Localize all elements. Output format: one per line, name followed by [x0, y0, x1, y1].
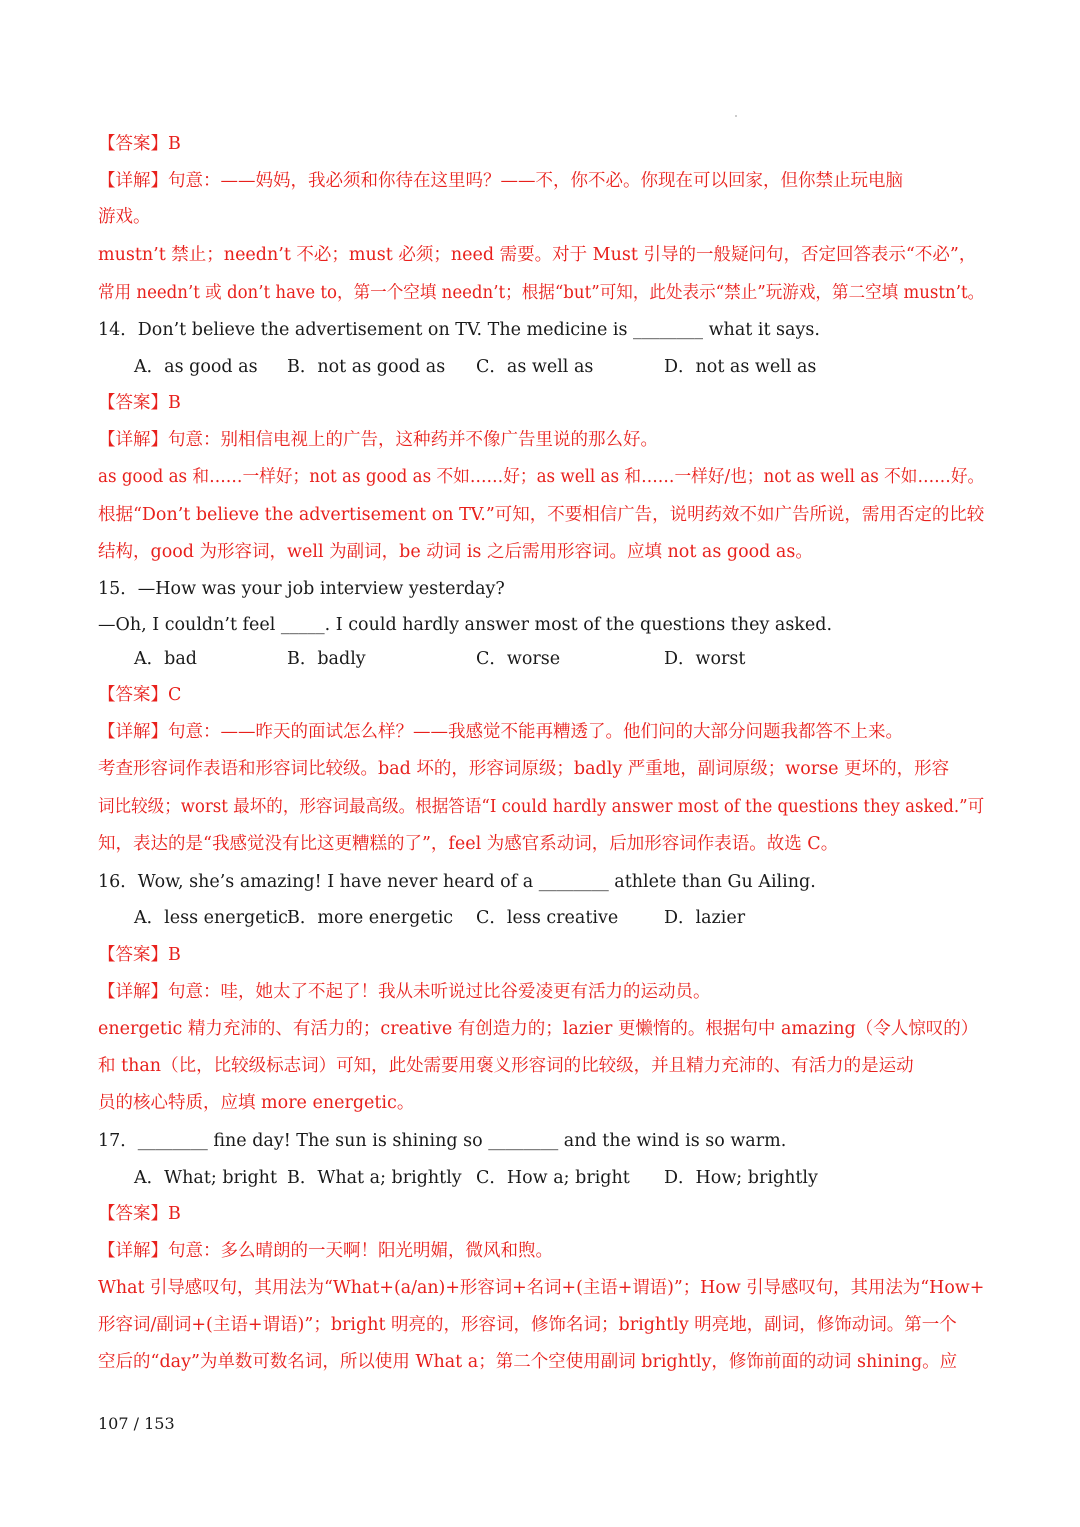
- page-number: 107 / 153: [98, 1414, 175, 1433]
- question-14: 14．Don’t believe the advertisement on TV. The medicine is ________ what it says.: [98, 320, 820, 340]
- detail-17-line-1: 【详解】句意：多么晴朗的一天啊！阳光明媚，微风和煦。: [98, 1241, 553, 1261]
- question-17: 17．________ fine day! The sun is shining so ________ and the wind is so warm.: [98, 1131, 787, 1151]
- answer-14: 【答案】B: [98, 393, 181, 413]
- q17-option-b: B．What a; brightly: [287, 1168, 462, 1188]
- q16-option-a: A．less energetic: [134, 908, 288, 928]
- detail-15-line-4: 知，表达的是“我感觉没有比这更糟糕的了”，feel 为感官系动词，后加形容词作表语。故选 C。: [98, 834, 839, 854]
- detail-16-line-2: energetic 精力充沛的、有活力的；creative 有创造力的；lazier 更懒惰的。根据句中 amazing（令人惊叹的）: [98, 1019, 979, 1039]
- q15-option-d: D．worst: [664, 649, 746, 669]
- detail-16-line-1: 【详解】句意：哇，她太了不起了！我从未听说过比谷爱凌更有活力的运动员。: [98, 982, 711, 1002]
- q15-option-a: A．bad: [134, 649, 197, 669]
- detail-17-line-2: What 引导感叹句，其用法为“What+(a/an)+形容词+名词+(主语+谓语)”；How 引导感叹句，其用法为“How+: [98, 1278, 985, 1298]
- answer-16: 【答案】B: [98, 945, 181, 965]
- detail-16-line-3: 和 than（比，比较级标志词）可知，此处需要用褒义形容词的比较级，并且精力充沛的、有活力的是运动: [98, 1056, 914, 1076]
- q17-option-c: C．How a; bright: [476, 1168, 630, 1188]
- detail-14-line-4: 结构，good 为形容词，well 为副词，be 动词 is 之后需用形容词。应填 not as good as。: [98, 542, 813, 562]
- question-16: 16．Wow, she’s amazing! I have never heard of a ________ athlete than Gu Ailing.: [98, 872, 816, 892]
- detail-13-line-2: 游戏。: [98, 207, 151, 227]
- detail-15-line-3: 词比较级；worst 最坏的，形容词最高级。根据答语“I could hardly answer most of the questions they asked.”可: [98, 797, 985, 817]
- detail-17-line-3: 形容词/副词+(主语+谓语)”；bright 明亮的，形容词，修饰名词；brightly 明亮地，副词，修饰动词。第一个: [98, 1315, 957, 1335]
- detail-14-line-3: 根据“Don’t believe the advertisement on TV.”可知，不要相信广告，说明药效不如广告所说，需用否定的比较: [98, 505, 985, 525]
- q14-option-d: D．not as well as: [664, 357, 817, 377]
- detail-16-line-4: 员的核心特质，应填 more energetic。: [98, 1093, 415, 1113]
- q15-option-b: B．badly: [287, 649, 366, 669]
- q17-option-d: D．How; brightly: [664, 1168, 818, 1188]
- detail-13-line-4: 常用 needn’t 或 don’t have to，第一个空填 needn’t；根据“but”可知，此处表示“禁止”玩游戏，第二空填 mustn’t。: [98, 283, 985, 303]
- detail-17-line-4: 空后的“day”为单数可数名词，所以使用 What a；第二个空使用副词 brightly，修饰前面的动词 shining。应: [98, 1352, 958, 1372]
- detail-14-line-2: as good as 和……一样好；not as good as 不如……好；as well as 和……一样好/也；not as well as 不如……好。: [98, 467, 985, 487]
- q14-option-a: A．as good as: [134, 357, 258, 377]
- detail-15-line-1: 【详解】句意：——昨天的面试怎么样？——我感觉不能再糟透了。他们问的大部分问题我都答不上来。: [98, 722, 903, 742]
- question-15-line-2: —Oh, I couldn’t feel _____. I could hardly answer most of the questions they asked.: [98, 615, 833, 635]
- scan-speck: [735, 115, 737, 117]
- q17-option-a: A．What; bright: [134, 1168, 277, 1188]
- q16-option-d: D．lazier: [664, 908, 746, 928]
- detail-13-line-3: mustn’t 禁止；needn’t 不必；must 必须；need 需要。对于 Must 引导的一般疑问句，否定回答表示“不必”，: [98, 245, 977, 265]
- q14-option-c: C．as well as: [476, 357, 594, 377]
- detail-13-line-1: 【详解】句意：——妈妈，我必须和你待在这里吗？——不，你不必。你现在可以回家，但你禁止玩电脑: [98, 171, 903, 191]
- detail-15-line-2: 考查形容词作表语和形容词比较级。bad 坏的，形容词原级；badly 严重地，副词原级；worse 更坏的，形容: [98, 759, 950, 779]
- detail-14-line-1: 【详解】句意：别相信电视上的广告，这种药并不像广告里说的那么好。: [98, 430, 658, 450]
- answer-17: 【答案】B: [98, 1204, 181, 1224]
- q15-option-c: C．worse: [476, 649, 561, 669]
- q16-option-c: C．less creative: [476, 908, 619, 928]
- q14-option-b: B．not as good as: [287, 357, 446, 377]
- answer-13: 【答案】B: [98, 134, 181, 154]
- question-15-line-1: 15．—How was your job interview yesterday?: [98, 579, 505, 599]
- q16-option-b: B．more energetic: [287, 908, 454, 928]
- answer-15: 【答案】C: [98, 685, 182, 705]
